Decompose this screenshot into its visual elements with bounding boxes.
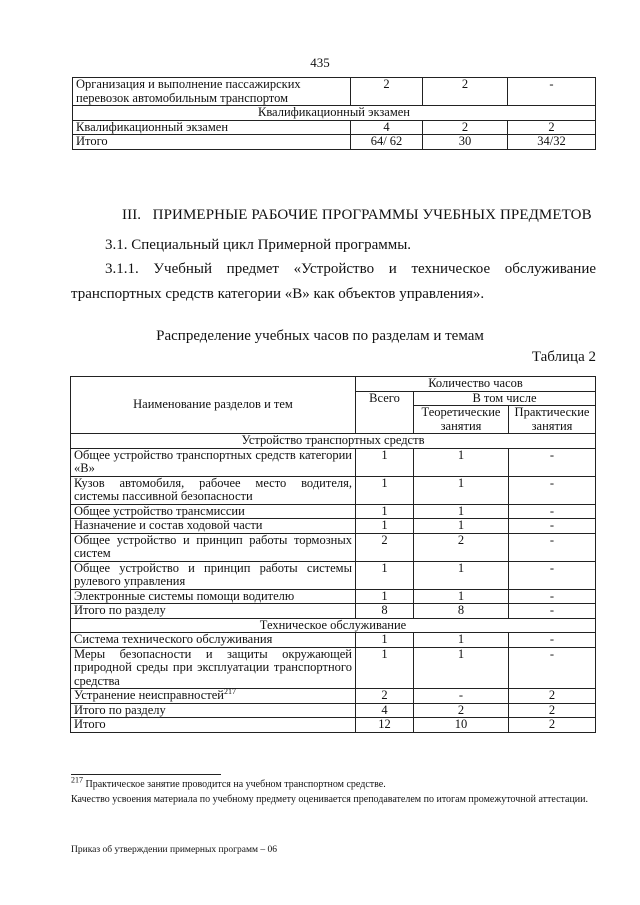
row-name bbox=[71, 504, 356, 519]
row-total: 1 bbox=[356, 476, 414, 504]
table-row bbox=[73, 78, 596, 106]
row-name-text: Меры безопасности и защиты окружающей природной среды при эксплуатации транспортного средства bbox=[74, 646, 352, 688]
table-section-row bbox=[73, 106, 596, 121]
row-name-text: Общее устройство и принцип работы системы рулевого управления bbox=[74, 560, 352, 588]
table-row bbox=[71, 504, 596, 519]
header-practice: Практические занятия bbox=[509, 406, 596, 434]
distribution-title: Распределение учебных часов по разделам и темам bbox=[156, 328, 484, 344]
table-section-row bbox=[71, 434, 596, 449]
row-name bbox=[71, 633, 356, 648]
section-title: Техническое обслуживание bbox=[71, 618, 596, 633]
table-label: Таблица 2 bbox=[531, 349, 596, 365]
row-name bbox=[71, 519, 356, 534]
hours-summary-table bbox=[72, 77, 596, 150]
row-practice: 34/32 bbox=[508, 135, 596, 150]
table-row bbox=[71, 589, 596, 604]
row-theory: 1 bbox=[414, 561, 509, 589]
page-number: 435 bbox=[310, 55, 330, 70]
row-total: 4 bbox=[356, 703, 414, 718]
table-row bbox=[73, 120, 596, 135]
row-total: 1 bbox=[356, 504, 414, 519]
row-total: 1 bbox=[356, 589, 414, 604]
header-total: Всего bbox=[356, 391, 414, 434]
row-name: Итого bbox=[73, 135, 351, 150]
table-section-row bbox=[71, 618, 596, 633]
row-practice: - bbox=[509, 604, 596, 619]
row-total: 12 bbox=[356, 718, 414, 733]
row-name bbox=[71, 686, 356, 704]
footnote-text: Практическое занятие проводится на учебном транспортном средстве. bbox=[83, 779, 386, 790]
row-total: 1 bbox=[356, 561, 414, 589]
row-theory: 1 bbox=[414, 633, 509, 648]
row-name: Организация и выполнение пассажирских перевозок автомобильным транспортом bbox=[73, 78, 351, 106]
row-name bbox=[71, 561, 356, 589]
footnote-reference: 217 bbox=[223, 686, 236, 696]
row-theory: 1 bbox=[414, 647, 509, 689]
special-cycle-heading: 3.1. Специальный цикл Примерной программы. bbox=[105, 237, 412, 253]
row-practice: - bbox=[509, 647, 596, 689]
header-hours: Количество часов bbox=[356, 377, 596, 392]
page-footer: Приказ об утверждении примерных программ – 06 bbox=[71, 845, 277, 855]
footnote bbox=[71, 775, 386, 790]
row-name-text: Общее устройство трансмиссии bbox=[74, 503, 245, 518]
table-row bbox=[71, 476, 596, 504]
subject-title-line-2: транспортных средств категории «В» как объектов управления». bbox=[71, 286, 485, 302]
row-theory: 1 bbox=[414, 448, 509, 476]
row-total: 2 bbox=[356, 533, 414, 561]
table-row bbox=[73, 135, 596, 150]
table-row bbox=[71, 633, 596, 648]
row-practice: 2 bbox=[509, 703, 596, 718]
row-total: 2 bbox=[356, 689, 414, 704]
row-theory: 2 bbox=[423, 120, 508, 135]
row-practice: - bbox=[509, 633, 596, 648]
row-name-text: Общее устройство транспортных средств категории «В» bbox=[74, 447, 352, 475]
row-practice: - bbox=[509, 476, 596, 504]
row-theory: 1 bbox=[414, 519, 509, 534]
row-practice: - bbox=[509, 504, 596, 519]
row-practice: - bbox=[509, 561, 596, 589]
row-total: 4 bbox=[351, 120, 423, 135]
subject-title-line-1: 3.1.1. Учебный предмет «Устройство и техническое обслуживание bbox=[105, 261, 596, 277]
row-name-text: Итого по разделу bbox=[74, 702, 166, 717]
row-practice: - bbox=[509, 589, 596, 604]
table-row bbox=[71, 519, 596, 534]
row-name bbox=[71, 476, 356, 504]
row-theory: 1 bbox=[414, 504, 509, 519]
table-row bbox=[71, 703, 596, 718]
row-practice: - bbox=[508, 78, 596, 106]
row-theory: 2 bbox=[423, 78, 508, 106]
table-row bbox=[71, 561, 596, 589]
row-total: 2 bbox=[351, 78, 423, 106]
row-practice: - bbox=[509, 448, 596, 476]
row-name bbox=[71, 604, 356, 619]
row-total: 8 bbox=[356, 604, 414, 619]
row-theory: - bbox=[414, 689, 509, 704]
table-row bbox=[71, 604, 596, 619]
row-practice: 2 bbox=[509, 689, 596, 704]
row-name bbox=[71, 589, 356, 604]
row-name-text: Система технического обслуживания bbox=[74, 632, 273, 646]
row-total: 64/ 62 bbox=[351, 135, 423, 150]
row-name bbox=[71, 533, 356, 561]
row-theory: 2 bbox=[414, 703, 509, 718]
row-name bbox=[71, 647, 356, 689]
row-theory: 10 bbox=[414, 718, 509, 733]
row-name-text: Итого по разделу bbox=[74, 603, 166, 617]
row-name-text: Электронные системы помощи водителю bbox=[74, 588, 295, 603]
table-row bbox=[71, 647, 596, 689]
row-practice: - bbox=[509, 519, 596, 534]
table-body bbox=[71, 434, 596, 733]
row-practice: 2 bbox=[508, 120, 596, 135]
row-theory: 30 bbox=[423, 135, 508, 150]
row-name: Квалификационный экзамен bbox=[73, 120, 351, 135]
row-total: 1 bbox=[356, 633, 414, 648]
footnote-divider bbox=[71, 774, 221, 775]
row-name-text: Общее устройство и принцип работы тормозных систем bbox=[74, 532, 352, 560]
row-theory: 1 bbox=[414, 476, 509, 504]
row-total: 1 bbox=[356, 647, 414, 689]
section-title: Квалификационный экзамен bbox=[73, 106, 596, 121]
row-theory: 1 bbox=[414, 589, 509, 604]
table-row bbox=[71, 448, 596, 476]
header-including: В том числе bbox=[414, 391, 596, 406]
table-row bbox=[71, 533, 596, 561]
header-name: Наименование разделов и тем bbox=[71, 377, 356, 434]
row-theory: 8 bbox=[414, 604, 509, 619]
header-theory: Теоретические занятия bbox=[414, 406, 509, 434]
row-total: 1 bbox=[356, 519, 414, 534]
footnote-number: 217 bbox=[71, 775, 83, 785]
row-name-text: Устранение неисправностей bbox=[74, 688, 224, 702]
section-title: Устройство транспортных средств bbox=[71, 434, 596, 449]
row-practice: 2 bbox=[509, 718, 596, 733]
row-name bbox=[71, 448, 356, 476]
section-heading: III. ПРИМЕРНЫЕ РАБОЧИЕ ПРОГРАММЫ УЧЕБНЫХ ПРЕДМЕТОВ bbox=[122, 207, 592, 223]
table-row bbox=[71, 689, 596, 704]
row-name-text: Кузов автомобиля, рабочее место водителя, системы пассивной безопасности bbox=[74, 475, 352, 503]
row-theory: 2 bbox=[414, 533, 509, 561]
assessment-note: Качество усвоения материала по учебному предмету оценивается преподавателем по итогам промежуточной аттестации. bbox=[71, 794, 589, 805]
row-name: Итого bbox=[71, 718, 356, 733]
table-row-grand-total bbox=[71, 718, 596, 733]
row-total: 1 bbox=[356, 448, 414, 476]
row-name-text: Назначение и состав ходовой части bbox=[74, 518, 263, 532]
row-practice: - bbox=[509, 533, 596, 561]
row-name bbox=[71, 703, 356, 718]
hours-distribution-table bbox=[70, 376, 596, 733]
